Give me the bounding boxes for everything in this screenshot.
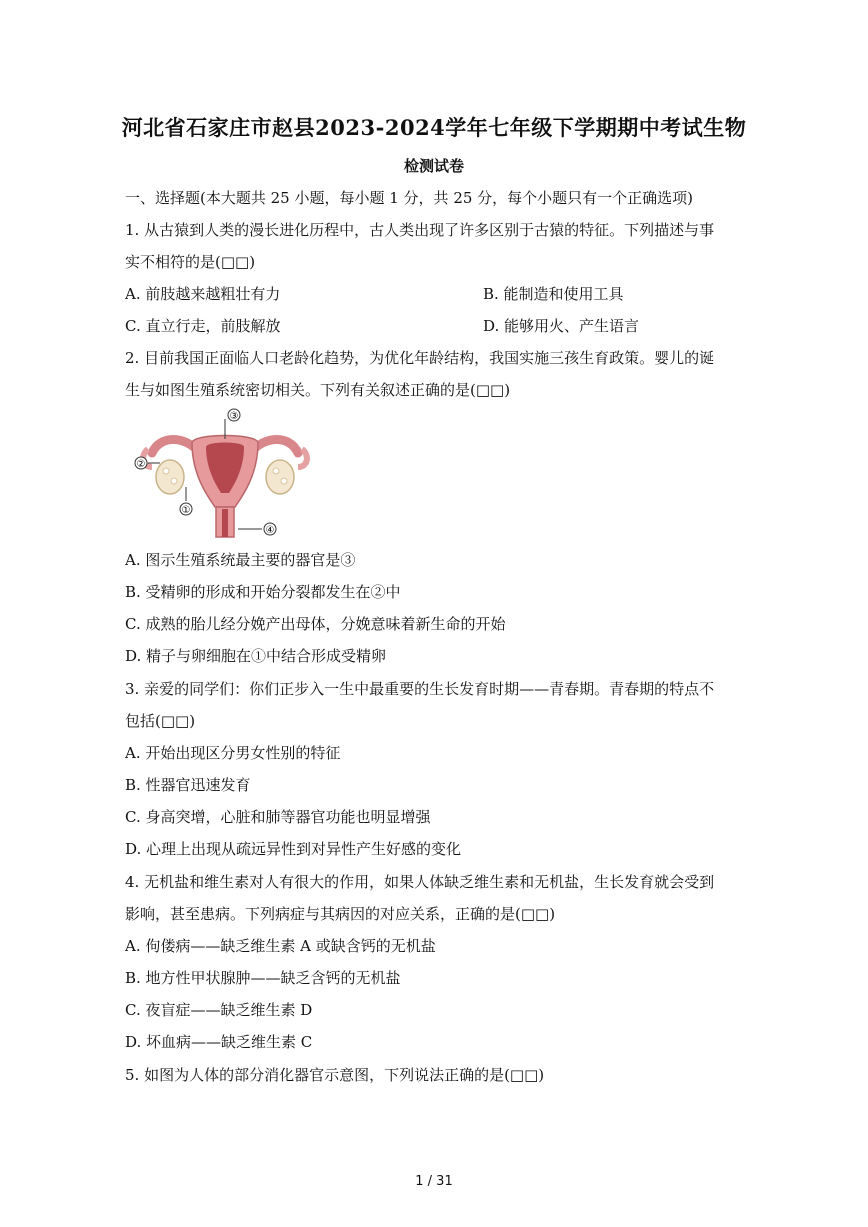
q2-stem-line2: 生与如图生殖系统密切相关。下列有关叙述正确的是(□□) [125,381,511,399]
label-2: ② [136,459,146,470]
q2-option-b: B. 受精卵的形成和开始分裂都发生在②中 [125,583,401,601]
reproductive-system-figure [130,405,320,540]
q5-stem-line1: 5. 如图为人体的部分消化器官示意图，下列说法正确的是(□□) [125,1066,545,1084]
q1-option-c: C. 直立行走，前肢解放 [125,317,281,335]
q1-stem-line1: 1. 从古猿到人类的漫长进化历程中，古人类出现了许多区别于古猿的特征。下列描述与事 [125,221,715,239]
label-3: ③ [229,411,239,422]
q4-stem-line1: 4. 无机盐和维生素对人有很大的作用，如果人体缺乏维生素和无机盐，生长发育就会受到 [125,873,715,891]
q1-option-d: D. 能够用火、产生语言 [483,317,640,335]
q2-option-d: D. 精子与卵细胞在①中结合形成受精卵 [125,647,387,665]
q3-stem-line1: 3. 亲爱的同学们：你们正步入一生中最重要的生长发育时期——青春期。青春期的特点不 [125,680,715,698]
q2-option-a: A. 图示生殖系统最主要的器官是③ [125,551,356,569]
q4-option-c: C. 夜盲症——缺乏维生素 D [125,1001,313,1019]
page-title: 河北省石家庄市赵县2023-2024学年七年级下学期期中考试生物 [121,115,747,140]
q4-stem-line2: 影响，甚至患病。下列病症与其病因的对应关系，正确的是(□□) [125,905,556,923]
q4-option-a: A. 佝偻病——缺乏维生素 A 或缺含钙的无机盐 [125,937,436,955]
q3-option-a: A. 开始出现区分男女性别的特征 [125,744,341,762]
q4-option-b: B. 地方性甲状腺肿——缺乏含钙的无机盐 [125,969,401,987]
q2-stem-line1: 2. 目前我国正面临人口老龄化趋势，为优化年龄结构，我国实施三孩生育政策。婴儿的诞 [125,349,715,367]
page-number: 1 / 31 [415,1174,453,1189]
q3-option-b: B. 性器官迅速发育 [125,776,251,794]
q2-option-c: C. 成熟的胎儿经分娩产出母体，分娩意味着新生命的开始 [125,615,506,633]
label-4: ④ [265,525,275,536]
q3-stem-line2: 包括(□□) [125,712,196,730]
q1-option-a: A. 前肢越来越粗壮有力 [125,285,281,303]
q3-option-c: C. 身高突增，心脏和肺等器官功能也明显增强 [125,808,431,826]
label-1: ① [181,505,191,516]
q1-option-b: B. 能制造和使用工具 [483,285,624,303]
section-header: 一、选择题(本大题共 25 小题，每小题 1 分，共 25 分，每个小题只有一个正确选项) [125,189,694,207]
q4-option-d: D. 坏血病——缺乏维生素 C [125,1033,313,1051]
page-subtitle: 检测试卷 [403,157,464,175]
q1-stem-line2: 实不相符的是(□□) [125,253,256,271]
q3-option-d: D. 心理上出现从疏远异性到对异性产生好感的变化 [125,840,462,858]
